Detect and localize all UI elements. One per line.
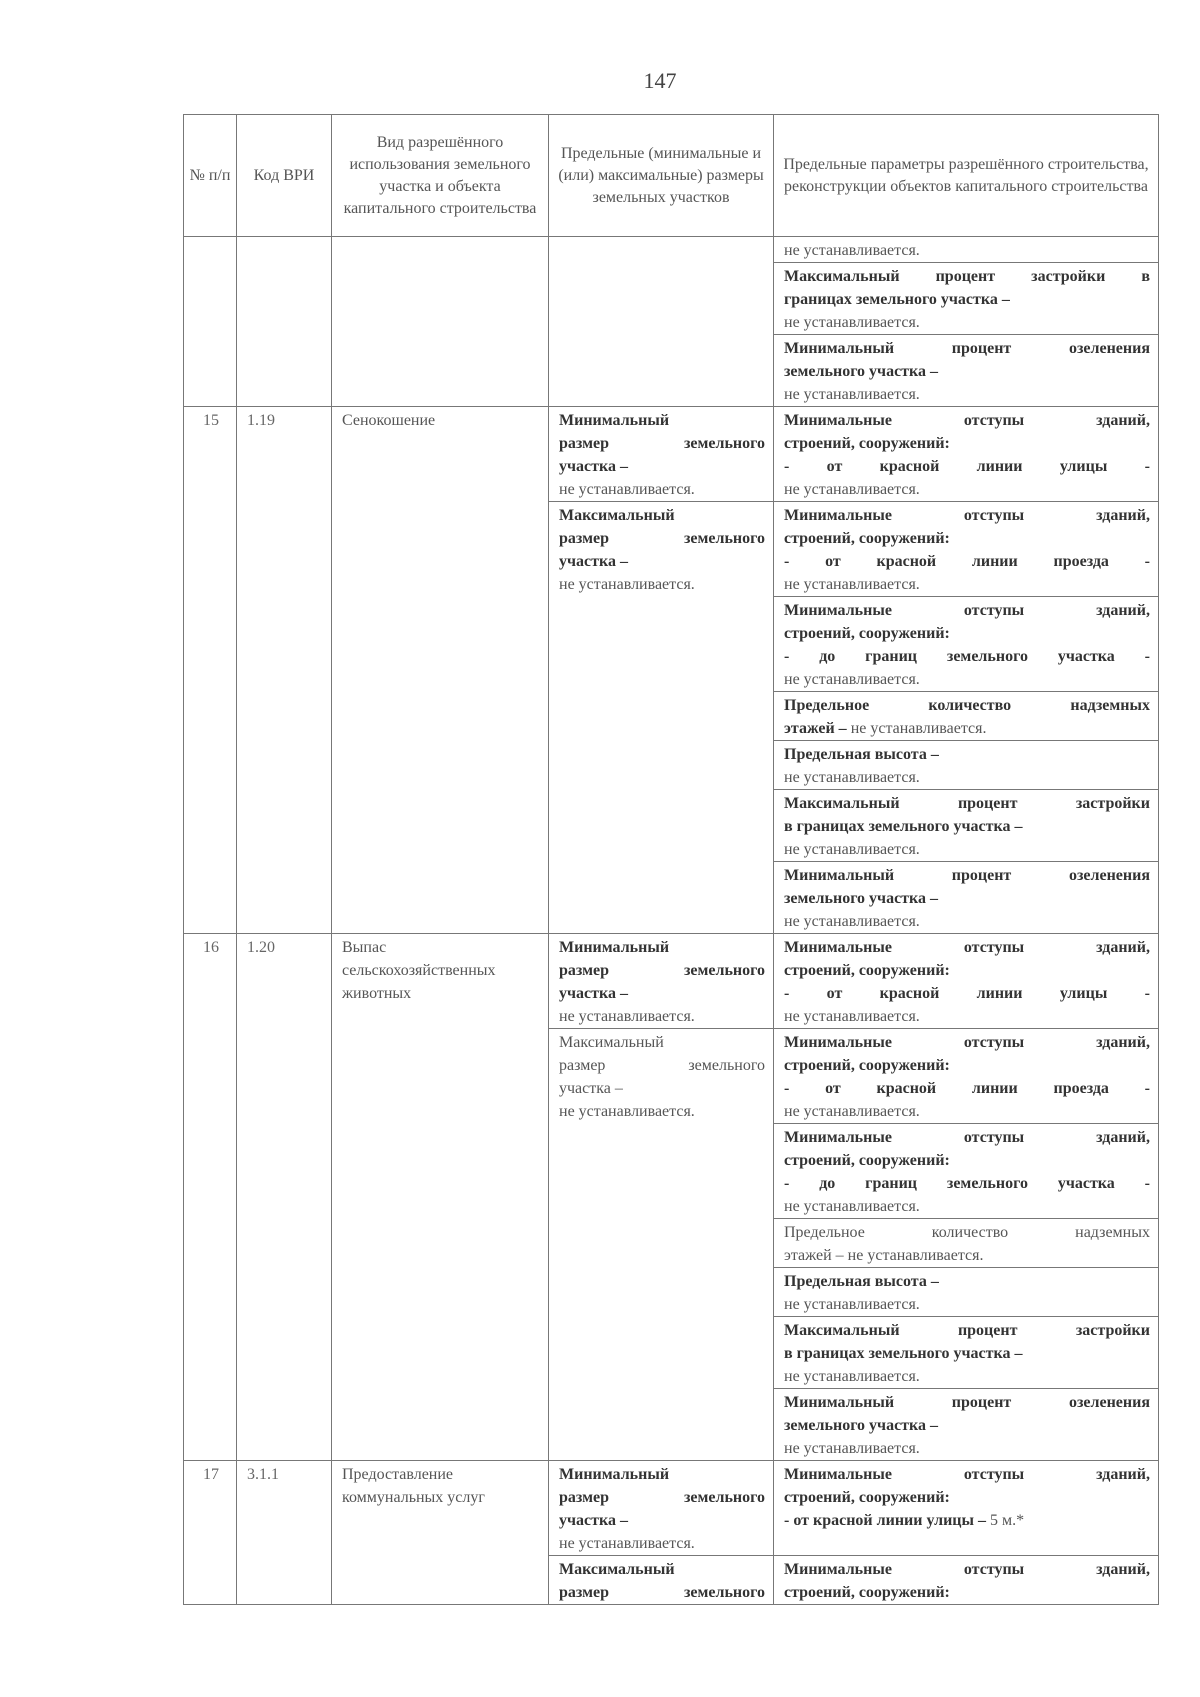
table-row: 17 3.1.1 Предоставление коммунальных услуг Минимальный размер земельного участка – не устанавливается. Минимальные отступы зданий, строений, сооружений: - от красной линии улицы – 5 м.*: [184, 1461, 1159, 1556]
size-cell: Минимальный размер земельного участка – не устанавливается.: [549, 1461, 774, 1556]
header-kind: Вид разрешённого использования земельного участка и объекта капитального строительства: [332, 115, 549, 237]
regulations-table: [183, 114, 1159, 1605]
param-cell: не устанавливается.: [774, 237, 1159, 263]
param-cell: Минимальные отступы зданий, строений, сооружений: - от красной линии улицы – 5 м.*: [774, 1461, 1159, 1556]
param-cell: Минимальные отступы зданий, строений, сооружений: - от красной линии проезда - не устанавливается.: [774, 1029, 1159, 1124]
size-cell: Минимальный размер земельного участка – не устанавливается.: [549, 407, 774, 502]
param-cell: Минимальные отступы зданий, строений, сооружений: - до границ земельного участка - не устанавливается.: [774, 597, 1159, 692]
param-cell: Минимальные отступы зданий, строений, сооружений: - от красной линии улицы - не устанавливается.: [774, 934, 1159, 1029]
param-cell: Предельная высота – не устанавливается.: [774, 741, 1159, 790]
header-sizes: Предельные (минимальные и (или) максимальные) размеры земельных участков: [549, 115, 774, 237]
size-cell: Минимальный размер земельного участка – не устанавливается.: [549, 934, 774, 1029]
table-row: 15 1.19 Сенокошение Минимальный размер земельного участка – не устанавливается. Минимальные отступы зданий, строений, сооружений: - от красной линии улицы - не устанавливается.: [184, 407, 1159, 502]
param-cell: Минимальный процент озеленения земельного участка – не устанавливается.: [774, 862, 1159, 934]
header-num: № п/п: [184, 115, 237, 237]
table-row: [184, 237, 1159, 263]
param-cell: Минимальный процент озеленения земельного участка – не устанавливается.: [774, 1389, 1159, 1461]
param-cell: Предельная высота – не устанавливается.: [774, 1268, 1159, 1317]
header-code: Код ВРИ: [237, 115, 332, 237]
size-cell: Максимальный размер земельного: [549, 1556, 774, 1605]
param-cell: Минимальные отступы зданий, строений, сооружений: - от красной линии улицы - не устанавливается.: [774, 407, 1159, 502]
param-cell: Максимальный процент застройки в границах земельного участка – не устанавливается.: [774, 1317, 1159, 1389]
param-cell: Максимальный процент застройки в границах земельного участка – не устанавливается.: [774, 790, 1159, 862]
header-params: Предельные параметры разрешённого строительства, реконструкции объектов капитального строительства: [774, 115, 1159, 237]
size-cell: Максимальный размер земельного участка – не устанавливается.: [549, 1029, 774, 1461]
page-number: 147: [643, 68, 677, 93]
table-header-row: [184, 115, 1159, 237]
param-cell: Предельное количество надземных этажей – не устанавливается.: [774, 1219, 1159, 1268]
table-row: 16 1.20 Выпас сельскохозяйственных животных Минимальный размер земельного участка – не устанавливается. Минимальные отступы зданий, строений, сооружений: - от красной линии улицы - не устанавливается.: [184, 934, 1159, 1029]
param-cell: Максимальный процент застройки в границах земельного участка – не устанавливается.: [774, 263, 1159, 335]
param-cell: Минимальный процент озеленения земельного участка – не устанавливается.: [774, 335, 1159, 407]
param-cell: Минимальные отступы зданий, строений, сооружений: - от красной линии проезда - не устанавливается.: [774, 502, 1159, 597]
param-cell: Предельное количество надземных этажей – не устанавливается.: [774, 692, 1159, 741]
size-cell: Максимальный размер земельного участка – не устанавливается.: [549, 502, 774, 934]
param-cell: Минимальные отступы зданий, строений, сооружений:: [774, 1556, 1159, 1605]
param-cell: Минимальные отступы зданий, строений, сооружений: - до границ земельного участка - не устанавливается.: [774, 1124, 1159, 1219]
